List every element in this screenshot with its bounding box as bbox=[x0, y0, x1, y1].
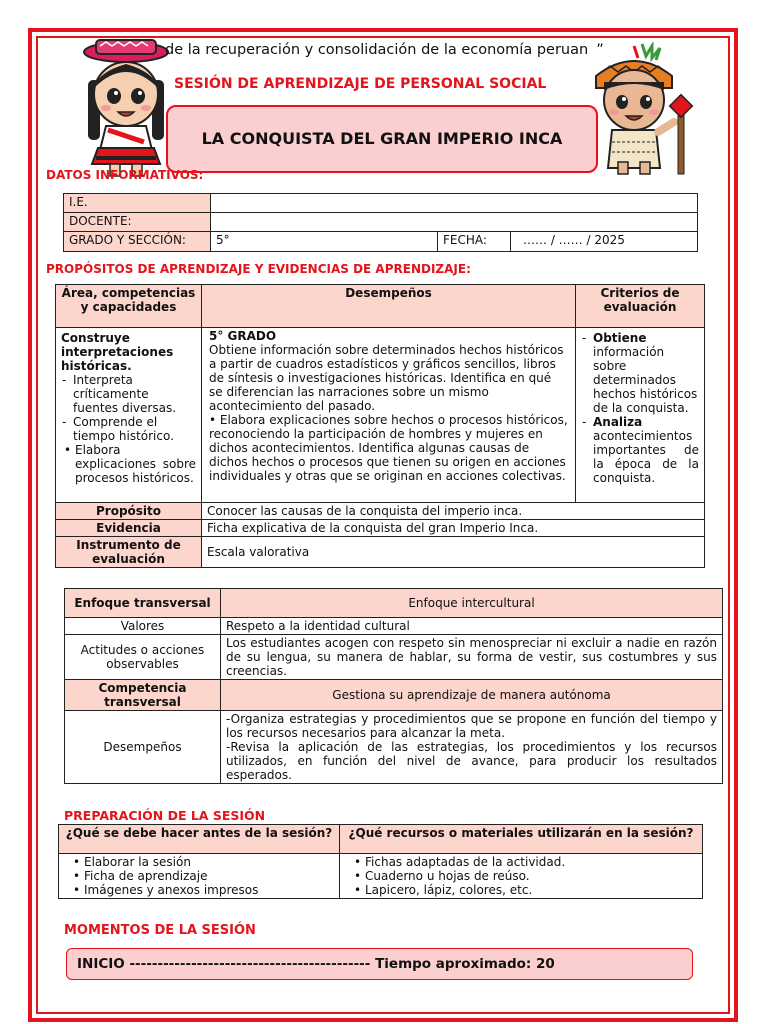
valores-value: Respeto a la identidad cultural bbox=[221, 618, 723, 635]
recursos-list bbox=[345, 855, 697, 897]
inca-boy-illustration bbox=[582, 42, 694, 176]
evidencia-label: Evidencia bbox=[56, 520, 202, 537]
capacidad-item: • Elabora explicaciones sobre procesos históricos. bbox=[61, 443, 196, 485]
ie-field[interactable] bbox=[211, 194, 698, 213]
competencia-cell bbox=[56, 328, 202, 503]
antes-cell bbox=[59, 854, 340, 899]
recurso-item: • Cuaderno u hojas de reúso. bbox=[351, 869, 697, 883]
capacidades-list-2 bbox=[61, 443, 196, 485]
antes-list bbox=[64, 855, 334, 897]
propositos-label: PROPÓSITOS DE APRENDIZAJE Y EVIDENCIAS DE APRENDIZAJE: bbox=[46, 262, 471, 276]
preparacion-table bbox=[58, 824, 703, 899]
desempeno-1: Obtiene información sobre determinados hechos históricos a partir de cuadros estadísticos y gráficos sencillos, libros de síntesis o investigaciones históricas. Identifica en qué se diferencian las narraciones sobre un mismo acontecimiento del pasado. bbox=[209, 343, 564, 413]
criterio-item: - Obtiene información sobre determinados hechos históricos de la conquista. bbox=[581, 331, 699, 415]
antes-item: • Elaborar la sesión bbox=[70, 855, 334, 869]
grado-heading: 5° GRADO bbox=[209, 329, 277, 343]
grado-label: GRADO Y SECCIÓN: bbox=[64, 232, 211, 252]
title-box bbox=[166, 105, 598, 173]
datos-table bbox=[63, 193, 698, 252]
criterios-list bbox=[581, 331, 699, 485]
banner-text: de la recuperación y consolidación de la economía peruan ” bbox=[165, 42, 604, 58]
capacidad-item: - Comprende el tiempo histórico. bbox=[61, 415, 196, 443]
proposito-label: Propósito bbox=[56, 503, 202, 520]
fecha-label: FECHA: bbox=[438, 232, 511, 252]
desempenos-transversal-value bbox=[221, 711, 723, 784]
momentos-label: MOMENTOS DE LA SESIÓN bbox=[64, 923, 256, 938]
proposito-value: Conocer las causas de la conquista del imperio inca. bbox=[202, 503, 705, 520]
preparacion-label: PREPARACIÓN DE LA SESIÓN bbox=[64, 808, 266, 823]
propositos-table bbox=[55, 284, 705, 568]
desempeno-2: • Elabora explicaciones sobre hechos o procesos históricos, reconociendo la participación de hombres y mujeres en dichos acontecimientos. Identifica algunas causas de dichos hechos o procesos que tienen su origen en acciones individuales y otras que se originan en acciones colectivas. bbox=[209, 413, 568, 483]
instrumento-label: Instrumento de evaluación bbox=[56, 537, 202, 568]
datos-label: DATOS INFORMATIVOS: bbox=[46, 168, 204, 182]
page-title: LA CONQUISTA DEL GRAN IMPERIO INCA bbox=[201, 129, 563, 148]
session-subtitle: SESIÓN DE APRENDIZAJE DE PERSONAL SOCIAL bbox=[174, 76, 547, 92]
docente-field[interactable] bbox=[211, 213, 698, 232]
actitudes-label: Actitudes o acciones observables bbox=[65, 635, 221, 680]
recursos-cell bbox=[340, 854, 703, 899]
competencia-transversal-value: Gestiona su aprendizaje de manera autónoma bbox=[221, 680, 723, 711]
fecha-field[interactable]: …… / …… / 2025 bbox=[511, 232, 698, 252]
ie-label: I.E. bbox=[64, 194, 211, 213]
head-criterios: Criterios de evaluación bbox=[576, 285, 705, 328]
competencia-transversal-label: Competencia transversal bbox=[65, 680, 221, 711]
antes-item: • Ficha de aprendizaje bbox=[70, 869, 334, 883]
desempeno-transversal-1: -Organiza estrategias y procedimientos que se propone en función del tiempo y los recursos necesarios para alcanzar la meta. bbox=[226, 712, 717, 740]
inicio-bar: INICIO ------------------------------------------- Tiempo aproximado: 20 bbox=[66, 948, 693, 980]
inca-girl-illustration bbox=[74, 38, 178, 178]
competencia-title: Construye interpretaciones históricas. bbox=[61, 331, 174, 373]
grado-field[interactable]: 5° bbox=[211, 232, 438, 252]
capacidad-item: - Interpreta críticamente fuentes diversas. bbox=[61, 373, 196, 415]
head-desempenos: Desempeños bbox=[202, 285, 576, 328]
desempenos-transversal-label: Desempeños bbox=[65, 711, 221, 784]
enfoque-head-value: Enfoque intercultural bbox=[221, 589, 723, 618]
capacidades-list bbox=[61, 373, 196, 443]
head-area: Área, competencias y capacidades bbox=[56, 285, 202, 328]
enfoque-head-label: Enfoque transversal bbox=[65, 589, 221, 618]
instrumento-value: Escala valorativa bbox=[202, 537, 705, 568]
criterios-cell bbox=[576, 328, 705, 503]
criterio-item: - Analiza acontecimientos importantes de la época de la conquista. bbox=[581, 415, 699, 485]
head-antes: ¿Qué se debe hacer antes de la sesión? bbox=[59, 825, 340, 854]
recurso-item: • Lapicero, lápiz, colores, etc. bbox=[351, 883, 697, 897]
evidencia-value: Ficha explicativa de la conquista del gran Imperio Inca. bbox=[202, 520, 705, 537]
desempenos-cell bbox=[202, 328, 576, 503]
enfoque-table bbox=[64, 588, 723, 784]
head-recursos: ¿Qué recursos o materiales utilizarán en la sesión? bbox=[340, 825, 703, 854]
recurso-item: • Fichas adaptadas de la actividad. bbox=[351, 855, 697, 869]
actitudes-value: Los estudiantes acogen con respeto sin menospreciar ni excluir a nadie en razón de su lengua, su manera de hablar, su forma de vestir, sus costumbres y sus creencias. bbox=[221, 635, 723, 680]
desempeno-transversal-2: -Revisa la aplicación de las estrategias, los procedimientos y los recursos utilizados, en función del nivel de avance, para producir los resultados esperados. bbox=[226, 740, 717, 782]
antes-item: • Imágenes y anexos impresos bbox=[70, 883, 334, 897]
valores-label: Valores bbox=[65, 618, 221, 635]
docente-label: DOCENTE: bbox=[64, 213, 211, 232]
